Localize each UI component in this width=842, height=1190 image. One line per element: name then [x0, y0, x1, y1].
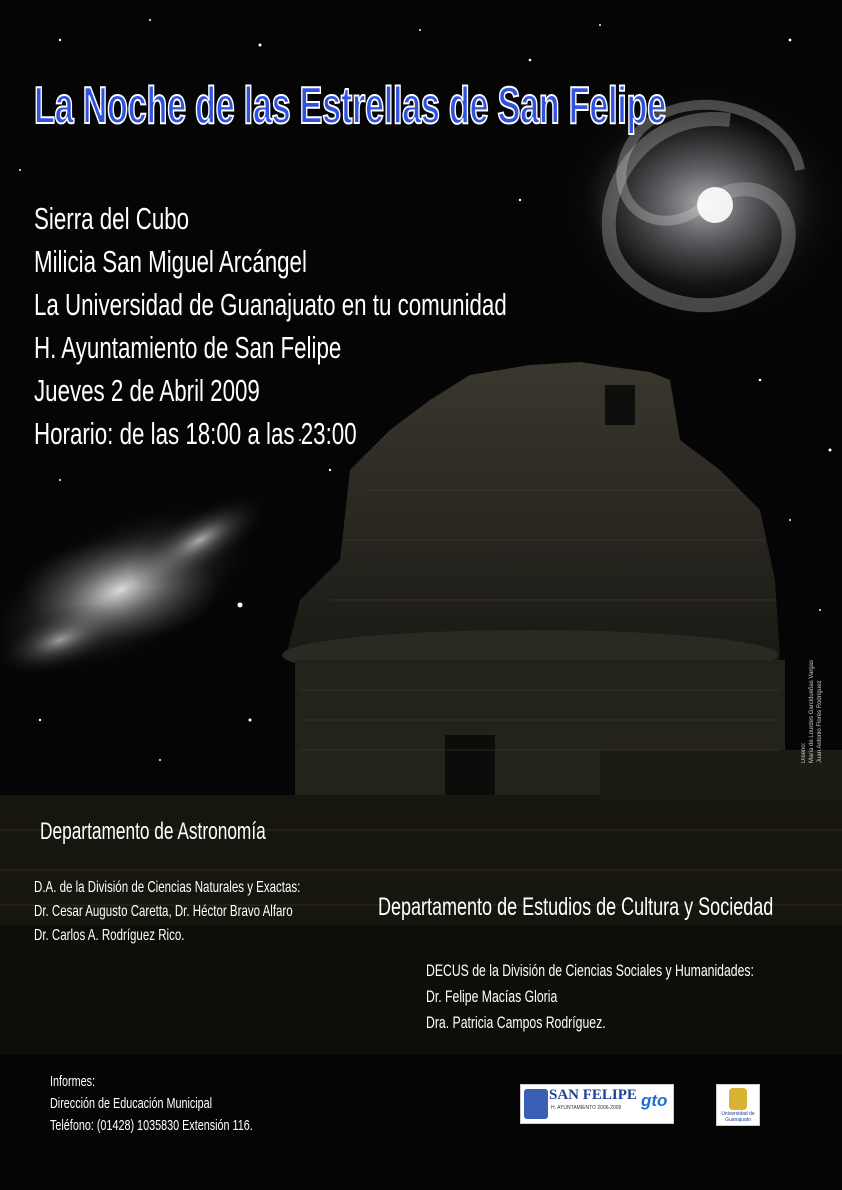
astronomy-heading: Departamento de Astronomía [40, 818, 266, 845]
culture-line: DECUS de la División de Ciencias Sociales y Humanidades: [426, 961, 754, 980]
event-info [34, 197, 691, 455]
observatory-silhouette [0, 362, 842, 1055]
info-line: Sierra del Cubo [34, 201, 190, 236]
astronomy-line: D.A. de la División de Ciencias Naturales y Exactas: [34, 879, 301, 896]
gto-logo: gto [641, 1091, 668, 1110]
info-line: H. Ayuntamiento de San Felipe [34, 330, 342, 365]
culture-line: Dr. Felipe Macías Gloria [426, 987, 558, 1006]
municipal-seal-icon [524, 1089, 548, 1119]
university-logo: Universidad de Guanajuato [716, 1084, 760, 1126]
astronomy-details [34, 876, 404, 948]
culture-line: Dra. Patricia Campos Rodríguez. [426, 1013, 606, 1032]
info-line: Milicia San Miguel Arcángel [34, 244, 307, 279]
san-felipe-logo: SAN FELIPE H. AYUNTAMIENTO 2006-2009 gto [520, 1084, 674, 1124]
contact-line: Informes: [50, 1073, 96, 1090]
contact-phone: Teléfono: (01428) 1035830 Extensión 116. [50, 1117, 253, 1134]
contact-line: Dirección de Educación Municipal [50, 1095, 213, 1112]
astronomy-line: Dr. Carlos A. Rodríguez Rico. [34, 927, 185, 944]
event-date: Jueves 2 de Abril 2009 [34, 373, 260, 408]
info-line: La Universidad de Guanajuato en tu comunidad [34, 287, 507, 322]
nebula [0, 463, 286, 717]
culture-details [426, 958, 842, 1036]
design-credit: Diseño: María de Lourdes Garcidueñas Vargas Juan Antonio Flores Rodríguez [801, 660, 823, 763]
astronomy-line: Dr. Cesar Augusto Caretta, Dr. Héctor Bravo Alfaro [34, 903, 293, 920]
culture-heading: Departamento de Estudios de Cultura y Sociedad [378, 893, 774, 921]
university-seal-icon [729, 1088, 747, 1110]
contact-info [50, 1071, 332, 1137]
event-schedule: Horario: de las 18:00 a las 23:00 [34, 416, 357, 451]
poster-title: La Noche de las Estrellas de San Felipe [34, 77, 666, 135]
